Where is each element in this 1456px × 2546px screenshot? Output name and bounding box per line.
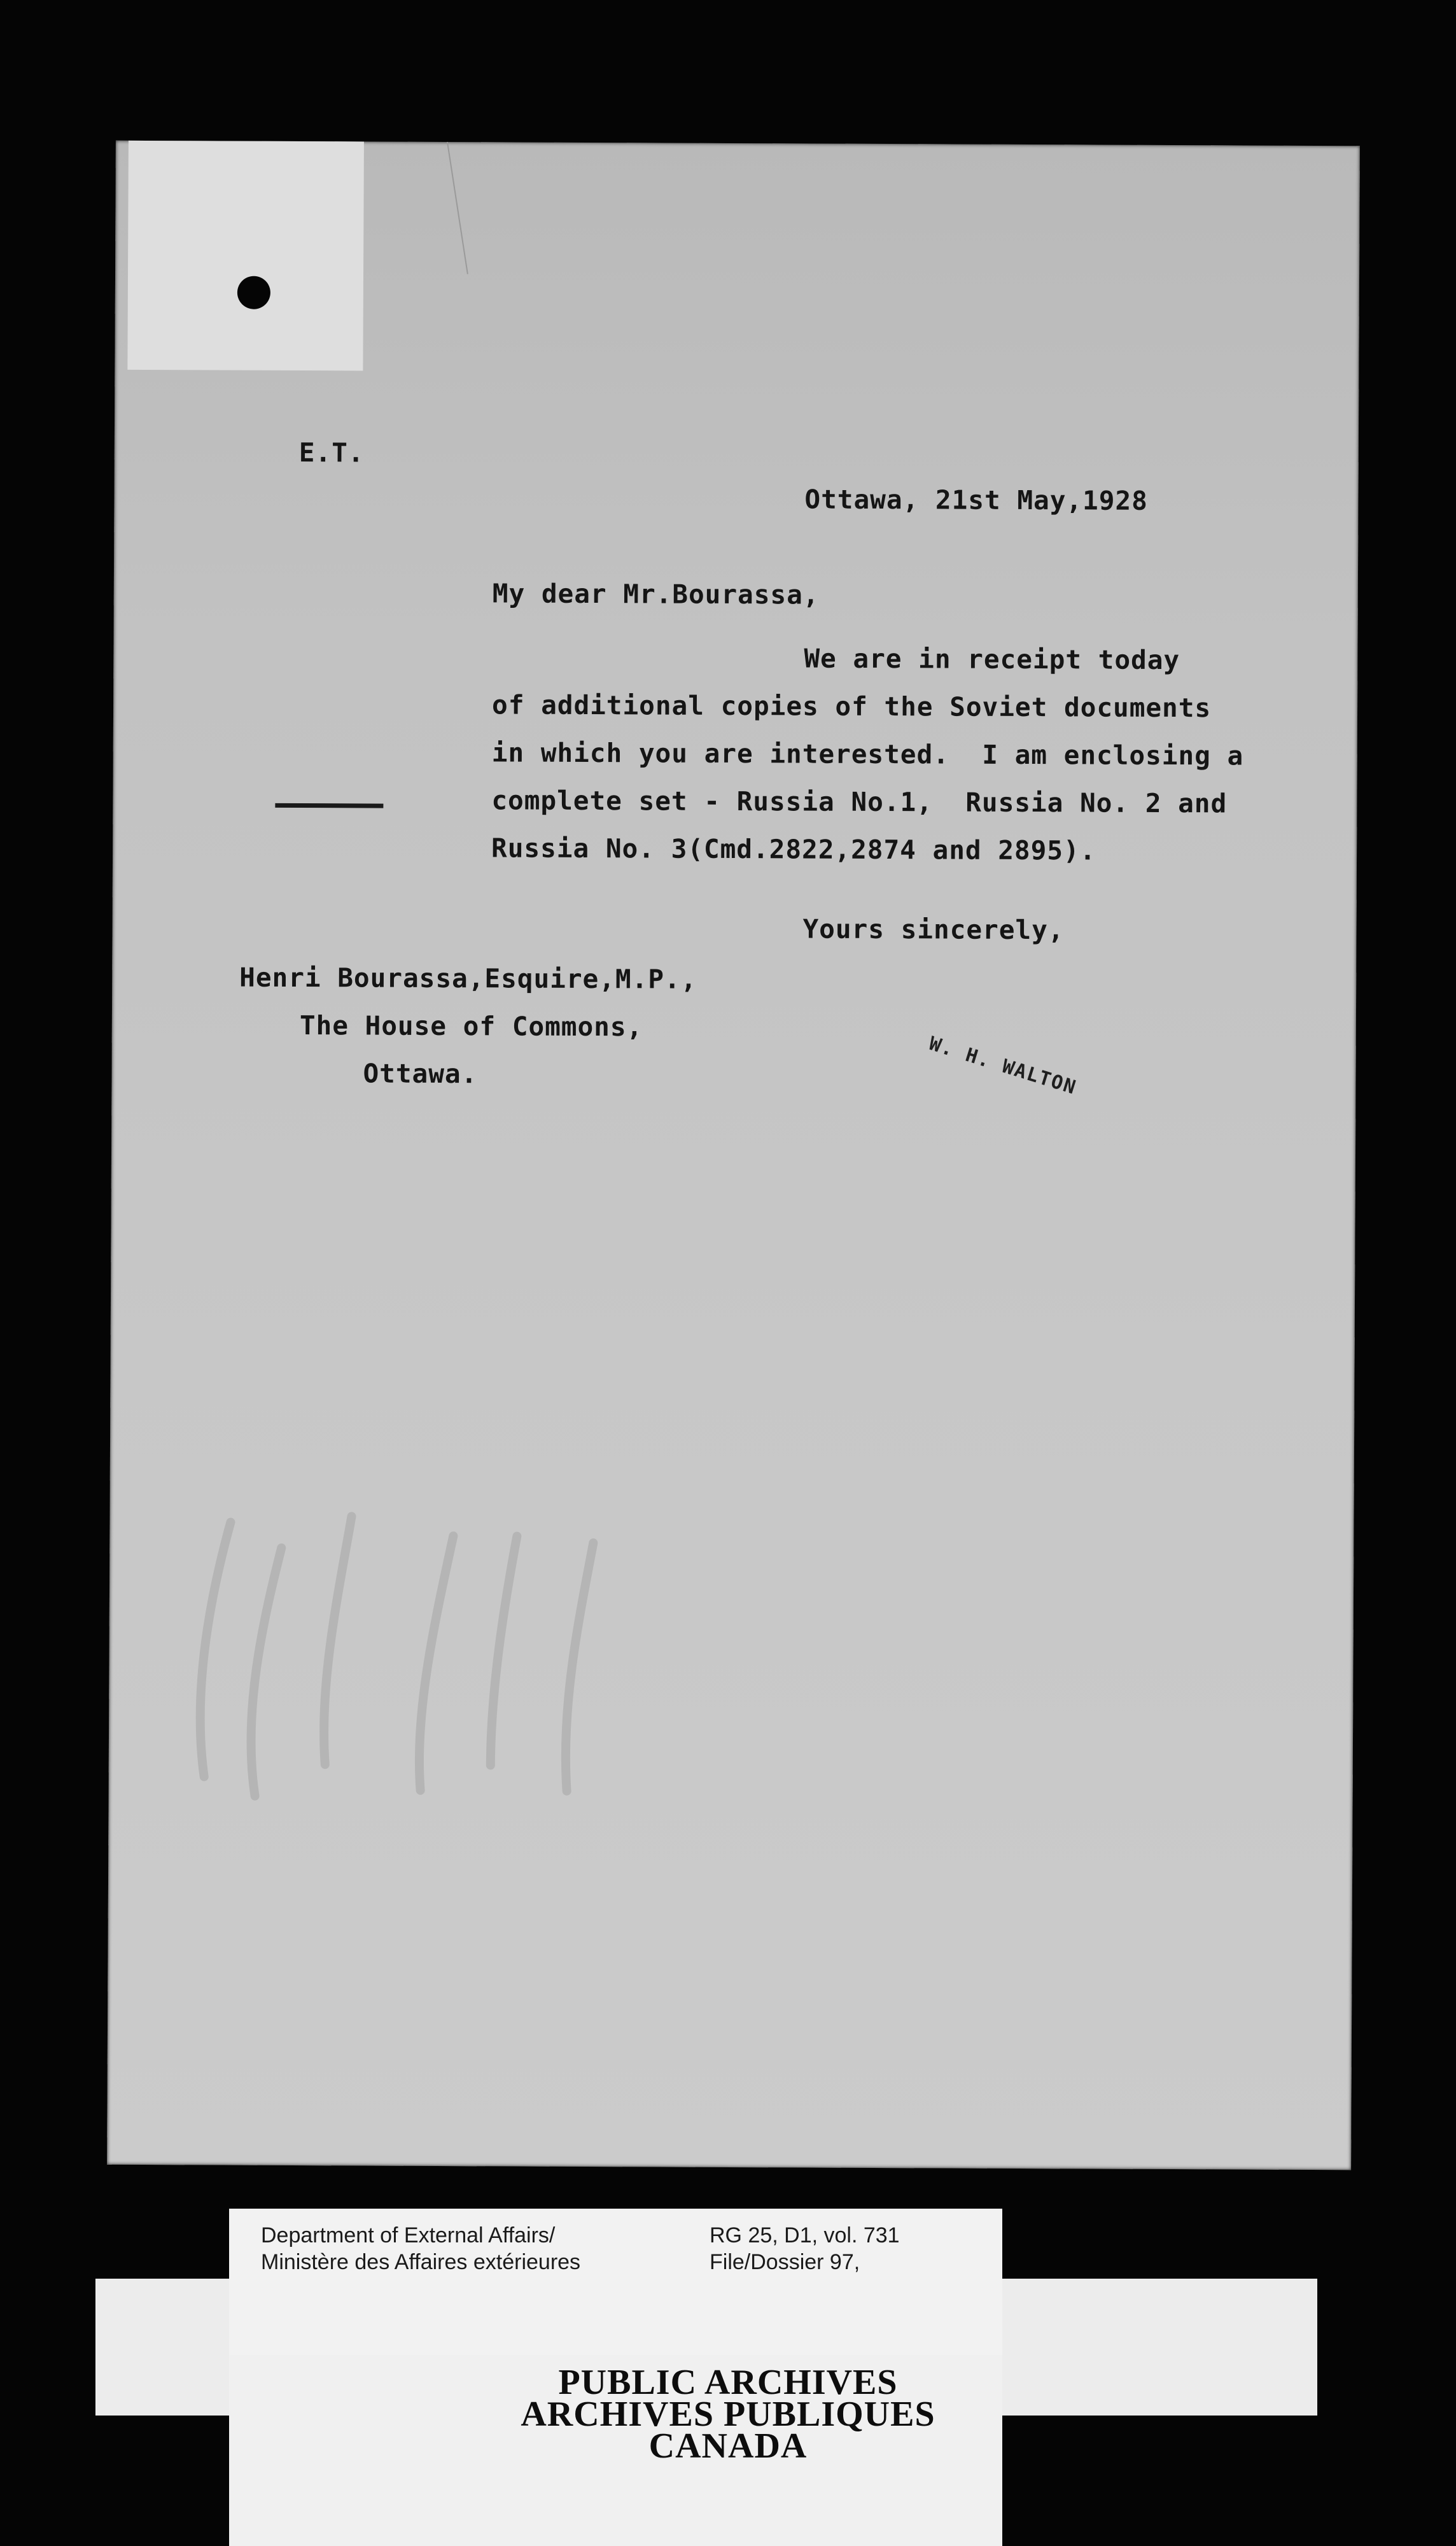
addressee-line: Henri Bourassa,Esquire,M.P.,: [239, 962, 697, 995]
department-fr: Ministère des Affaires extérieures: [261, 2250, 581, 2274]
punch-hole: [237, 276, 270, 309]
bleed-through-stamp: [134, 1382, 708, 1881]
body-line: complete set - Russia No.1, Russia No. 2 and: [491, 785, 1228, 819]
archive-title-line: CANADA: [648, 2426, 808, 2466]
body-line: in which you are interested. I am enclosing a: [491, 737, 1244, 771]
fold-mark: [447, 142, 468, 274]
signature-stamp: W. H. WALTON: [926, 1032, 1079, 1099]
margin-rule: [275, 803, 383, 808]
letter-sheet: [107, 141, 1360, 2170]
place-date: Ottawa, 21st May,1928: [804, 484, 1148, 516]
body-line: Russia No. 3(Cmd.2822,2874 and 2895).: [491, 833, 1096, 866]
salutation: My dear Mr.Bourassa,: [492, 578, 820, 610]
closing: Yours sincerely,: [802, 913, 1065, 946]
addressee-line: The House of Commons,: [299, 1010, 643, 1043]
reference-initials: E.T.: [298, 437, 365, 468]
archive-title-line: ARCHIVES PUBLIQUES: [521, 2395, 935, 2434]
addressee-line: Ottawa.: [363, 1058, 478, 1090]
file-reference: File/Dossier 97,: [710, 2250, 860, 2274]
record-group: RG 25, D1, vol. 731: [710, 2223, 900, 2247]
department-en: Department of External Affairs/: [261, 2223, 556, 2247]
corner-tab: [127, 141, 364, 371]
archive-title-line: PUBLIC ARCHIVES: [558, 2363, 898, 2402]
body-line: of additional copies of the Soviet documents: [491, 689, 1212, 724]
body-line: We are in receipt today: [804, 643, 1180, 676]
